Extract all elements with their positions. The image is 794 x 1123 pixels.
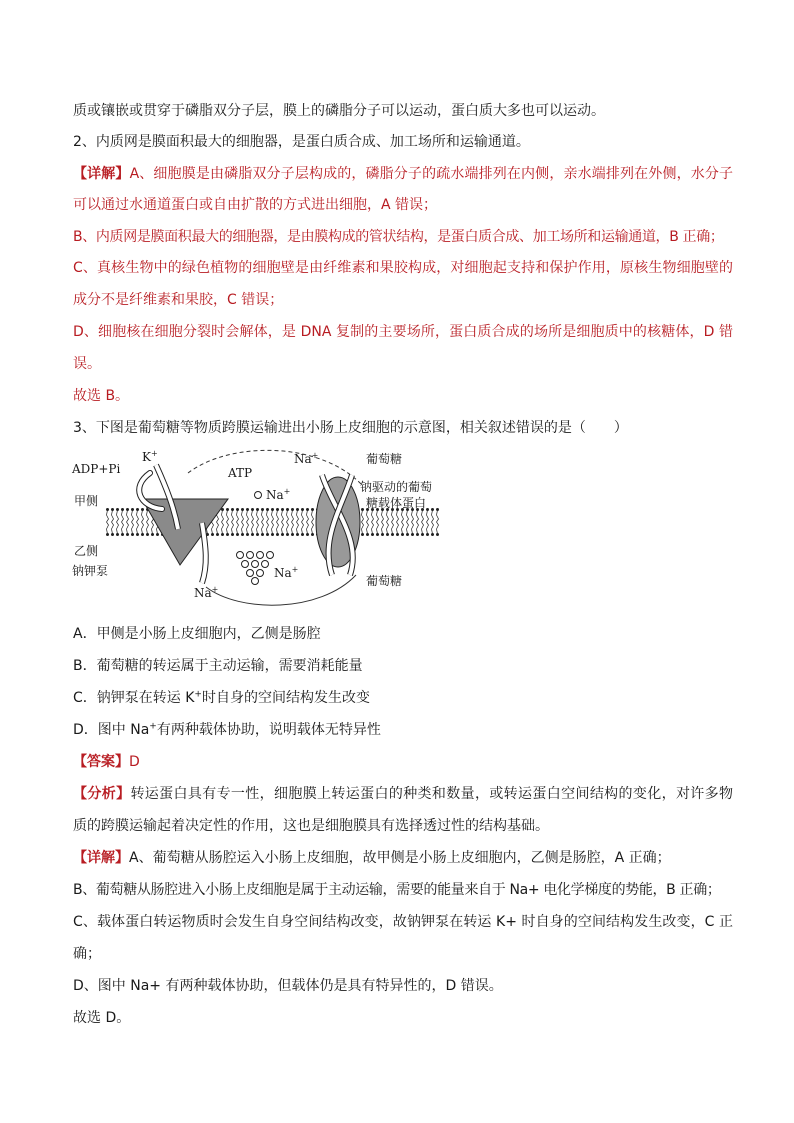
label-pump: 钠钾泵	[72, 564, 109, 578]
option-b: B．葡萄糖的转运属于主动运输，需要消耗能量	[73, 658, 363, 674]
label-carrier-1: 钠驱动的葡萄	[360, 480, 433, 494]
detail2-line-4: 确；	[73, 946, 101, 962]
membrane-transport-diagram	[70, 447, 450, 609]
intro-line-1: 质或镶嵌或贯穿于磷脂双分子层，膜上的磷脂分子可以运动，蛋白质大多也可以运动。	[73, 103, 605, 119]
option-c: C．钠钾泵在转运 K+时自身的空间结构发生改变	[73, 689, 370, 706]
detail2-line-3: C、载体蛋白转运物质时会发生自身空间结构改变，故钠钾泵在转运 K+ 时自身的空间结构发生改变，C 正	[73, 914, 733, 930]
label-side-b: 乙侧	[74, 544, 99, 558]
option-a: A．甲侧是小肠上皮细胞内，乙侧是肠腔	[73, 626, 321, 642]
detail2-text-1: A、葡萄糖从肠腔运入小肠上皮细胞，故甲侧是小肠上皮细胞内，乙侧是肠腔，A 正确；	[129, 850, 671, 866]
analysis-tag: 【分析】	[73, 786, 131, 802]
detail2-line-2: B、葡萄糖从肠腔进入小肠上皮细胞是属于主动运输，需要的能量来自于 Na+ 电化学梯度的势能，B 正确；	[73, 882, 721, 898]
answer-line	[73, 752, 733, 772]
detail2-conclusion: 故选 D。	[73, 1010, 131, 1026]
detail2-line-1	[73, 848, 733, 868]
detail1-line-4: C、真核生物中的绿色植物的细胞壁是由纤维素和果胶构成，对细胞起支持和保护作用，原核生物细胞壁的	[73, 260, 733, 276]
detail1-line-2: 可以通过水通道蛋白或自由扩散的方式进出细胞，A 错误；	[73, 197, 438, 213]
analysis-line-1	[73, 784, 733, 804]
question-stem: 3、下图是葡萄糖等物质跨膜运输进出小肠上皮细胞的示意图，相关叙述错误的是（ ）	[73, 420, 628, 436]
option-d: D．图中 Na+有两种载体协助，说明载体无特异性	[73, 721, 381, 738]
detail1-line-7: 误。	[73, 356, 101, 372]
answer-value: D	[129, 754, 140, 770]
label-carrier-2: 糖载体蛋白	[366, 496, 427, 510]
detail1-line-3: B、内质网是膜面积最大的细胞器，是由膜构成的管状结构，是蛋白质合成、加工场所和运输通道，B 正确；	[73, 229, 724, 245]
sodium-ion	[255, 492, 262, 499]
label-side-a: 甲侧	[74, 494, 99, 508]
detail1-line-6: D、细胞核在细胞分裂时会解体，是 DNA 复制的主要场所，蛋白质合成的场所是细胞质中的核糖体，D 错	[73, 324, 733, 340]
answer-tag: 【答案】	[73, 754, 129, 770]
detail-tag: 【详解】	[73, 166, 130, 182]
detail-tag-2: 【详解】	[73, 850, 129, 866]
detail1-text-1: A、细胞膜是由磷脂双分子层构成的，磷脂分子的疏水端排列在内侧，亲水端排列在外侧，水分子	[129, 166, 734, 182]
label-na-low: Na+	[274, 565, 299, 580]
analysis-line-2: 质的跨膜运输起着决定性的作用，这也是细胞膜具有选择透过性的结构基础。	[73, 818, 549, 834]
label-na-mid: Na+	[266, 487, 291, 502]
detail1-line-1	[73, 164, 733, 184]
sodium-ion-cluster	[237, 552, 274, 585]
label-glucose-bottom: 葡萄糖	[366, 574, 403, 588]
label-k: K+	[142, 449, 158, 464]
label-atp: ATP	[228, 466, 253, 480]
label-adp: ADP+Pi	[72, 462, 121, 476]
label-glucose-top: 葡萄糖	[366, 452, 403, 466]
label-na-top: Na+	[294, 451, 319, 466]
detail2-line-5: D、图中 Na+ 有两种载体协助，但载体仍是具有特异性的，D 错误。	[73, 978, 503, 994]
analysis-text-1: 转运蛋白具有专一性，细胞膜上转运蛋白的种类和数量，或转运蛋白空间结构的变化，对许多物	[130, 786, 734, 802]
detail1-conclusion: 故选 B。	[73, 388, 130, 404]
detail1-line-5: 成分不是纤维素和果胶，C 错误；	[73, 292, 284, 308]
label-na-bottom: Na+	[194, 585, 219, 600]
intro-line-2: 2、内质网是膜面积最大的细胞器，是蛋白质合成、加工场所和运输通道。	[73, 134, 530, 150]
